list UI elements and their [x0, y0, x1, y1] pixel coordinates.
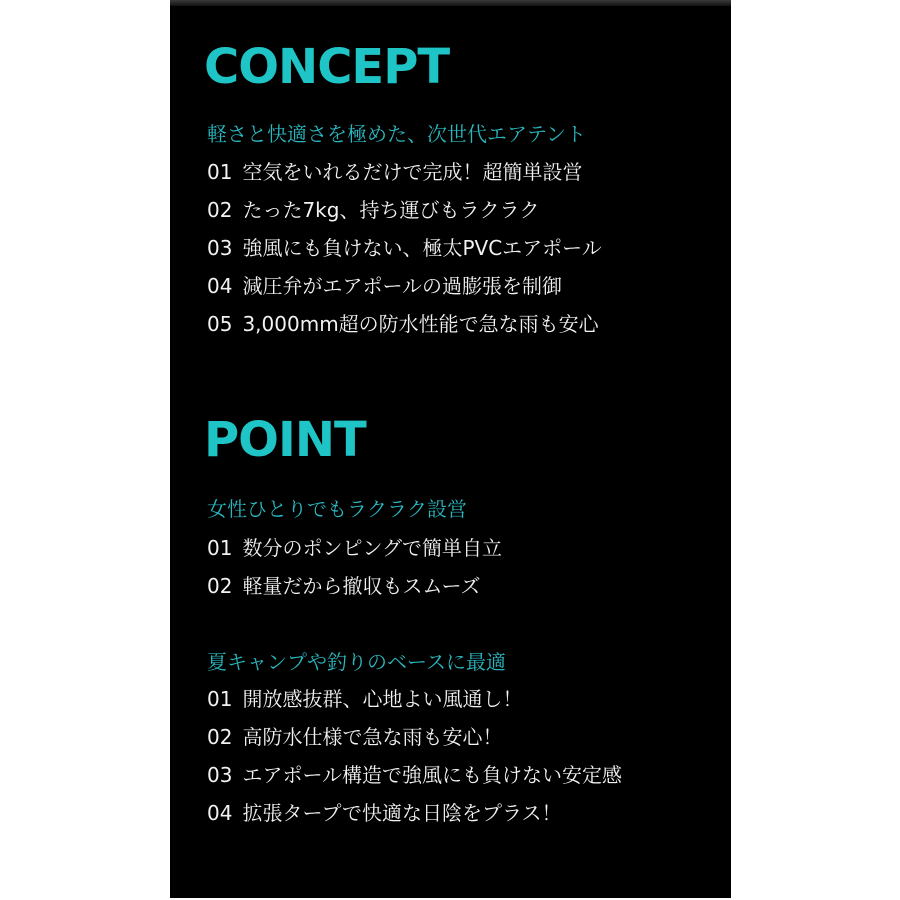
- point-group-2-item-4: [207, 800, 561, 826]
- item-number: 05: [207, 312, 233, 336]
- item-text: エアポール構造で強風にも負けない安定感: [242, 763, 623, 787]
- item-text: 空気をいれるだけで完成！超簡単設営: [242, 160, 583, 184]
- item-number: 02: [207, 725, 233, 749]
- concept-item-1: [207, 159, 582, 185]
- concept-item-2: [207, 197, 539, 223]
- item-number: 01: [207, 536, 233, 560]
- point-group-2-subheading: 夏キャンプや釣りのベースに最適: [207, 650, 506, 674]
- item-text: たった7kg、持ち運びもラクラク: [242, 198, 540, 222]
- point-group-2-item-3: [207, 762, 622, 788]
- item-number: 02: [207, 574, 233, 598]
- top-divider: [170, 0, 731, 6]
- item-text: 数分のポンピングで簡単自立: [242, 536, 503, 560]
- item-text: 軽量だから撤収もスムーズ: [242, 574, 481, 598]
- item-text: 3,000mm超の防水性能で急な雨も安心: [242, 312, 599, 336]
- item-number: 01: [207, 160, 233, 184]
- item-number: 01: [207, 687, 233, 711]
- point-group-1-subheading: 女性ひとりでもラクラク設営: [207, 497, 467, 521]
- item-text: 高防水仕様で急な雨も安心！: [242, 725, 503, 749]
- item-number: 03: [207, 236, 233, 260]
- item-number: 04: [207, 801, 233, 825]
- item-number: 03: [207, 763, 233, 787]
- point-group-2-item-2: [207, 724, 502, 750]
- concept-item-5: [207, 311, 599, 337]
- concept-heading: CONCEPT: [204, 39, 450, 95]
- concept-item-4: [207, 273, 562, 299]
- item-text: 減圧弁がエアポールの過膨張を制御: [242, 274, 563, 298]
- content-panel: [170, 0, 731, 898]
- point-heading: POINT: [204, 412, 366, 468]
- point-group-2-item-1: [207, 686, 522, 712]
- item-number: 02: [207, 198, 233, 222]
- concept-item-3: [207, 235, 602, 261]
- item-text: 強風にも負けない、極太PVCエアポール: [242, 236, 602, 260]
- item-number: 04: [207, 274, 233, 298]
- point-group-1-item-1: [207, 535, 502, 561]
- concept-subheading: 軽さと快適さを極めた、次世代エアテント: [207, 122, 586, 146]
- point-group-1-item-2: [207, 573, 480, 599]
- item-text: 拡張タープで快適な日陰をプラス！: [242, 801, 562, 825]
- item-text: 開放感抜群、心地よい風通し！: [242, 687, 523, 711]
